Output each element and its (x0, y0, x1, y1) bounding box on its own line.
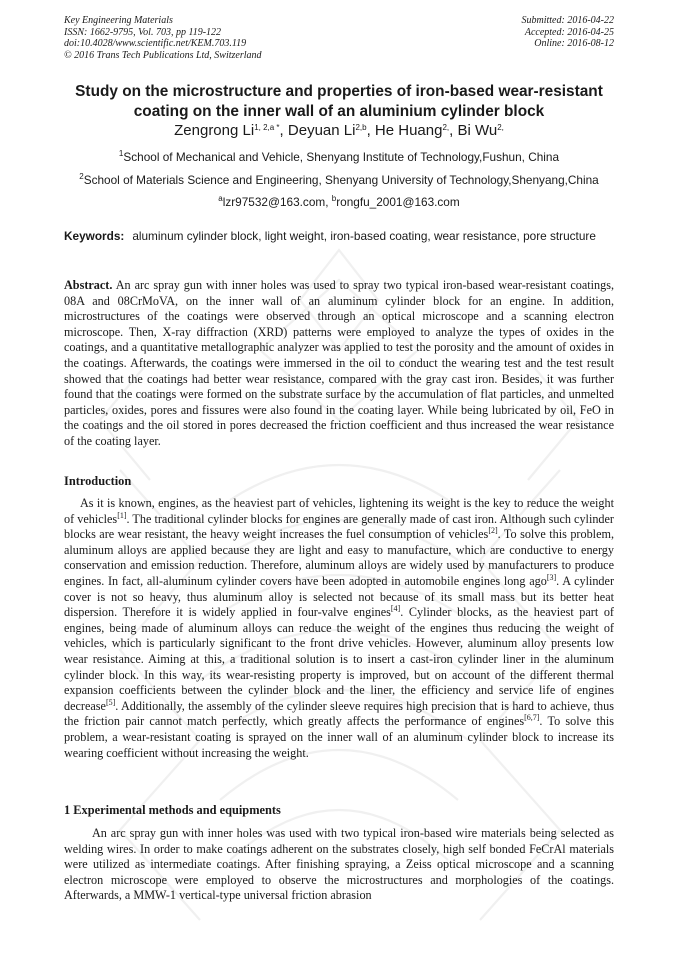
introduction-heading: Introduction (64, 474, 132, 488)
author-list: Zengrong $Li^{1, 2,a *}$, Deyuan Li$^{2,b}$, He Huang$^{2,}$, Bi $Wu^{2,}$ (174, 122, 504, 139)
affiliation-1: $^1$School of Mechanical and Vehicle, Shenyang Institute of Technology,Fushun, China (118, 149, 560, 164)
title-line-2: coating on the inner wall of an aluminium cylinder block (133, 102, 545, 120)
author-name: He Huang (374, 122, 443, 139)
citation: [2] (488, 526, 498, 536)
online-date: Online: 2016-08-12 (534, 38, 614, 50)
section-1-heading: 1 Experimental methods and equipments (64, 803, 281, 817)
section-1-text: An arc spray gun with inner holes was used with two typical iron-based wire materials being selected as welding wires. In order to make coatings adherent on the substrates closely, high self bonded FeCrAl materials were utilized as intermediate coatings. After finishing spraying, a Zeiss optical microscope and a scanning electron microscope were employed to observe the microstructures and morphologies of the coatings. Afterwards, a MMW-1 vertical-type universal friction abrasion (64, 826, 614, 903)
email-b: rongfu_2001@163.com (336, 195, 460, 209)
title-line-1: Study on the microstructure and properties of iron-based wear-resistant (75, 83, 603, 100)
author-emails: $^a$lzr97532@163.com, $^b$rongfu_2001@163.com (218, 194, 460, 209)
author-sup: 2, (497, 123, 504, 132)
citation: [6,7] (524, 713, 540, 723)
author-sup: 1, 2,a * (254, 123, 280, 132)
doi-line: doi:10.4028/www.scientific.net/KEM.703.119 (64, 38, 247, 50)
submitted-date: Submitted: 2016-04-22 (521, 15, 614, 26)
accepted-date: Accepted: 2016-04-25 (524, 26, 614, 38)
paper-title (40, 82, 638, 121)
citation: [5] (105, 697, 116, 707)
author-sup: 2, (442, 123, 450, 132)
keywords-label: Keywords: (64, 229, 125, 243)
author-name: Bi Wu (457, 122, 498, 139)
affiliation-2: $^2$School of Materials Science and Engineering, Shenyang University of Technology,Shenyang,China (79, 172, 599, 187)
submission-dates (522, 15, 615, 50)
citation: [1] (117, 510, 127, 520)
citation: [4] (390, 604, 401, 614)
journal-name: Key Engineering Materials (64, 15, 173, 26)
introduction-text: As it is known, engines, as the heaviest part of vehicles, lightening its weight is the key to reduce the weight of vehicles[1]. The traditional cylinder blocks for engines are generally made of cast iron. Although such cylinder blocks are wear resistant, the heavy weight increases the fuel consumption of vehicles[2]. To solve this problem, aluminum alloys are applied because they are light and easy to manufacture, which are conductive to energy conservation and emission reduction. Therefore, aluminum alloys are widely used by manufacturers to produce engines. In fact, all-aluminum cylinder covers have been adopted in automobile engines long ago[3]. A cylinder cover is not so heavy, thus aluminum alloy is selected not because of its small mass but its better heat dispersion. Therefore it is widely applied in four-valve engines[4]. Cylinder blocks, as the heaviest part of engines, being made of aluminum alloys can reduce the weight of the engines thus reducing the weight of vehicles, which is particularly significant to the front drive vehicles. However, aluminum alloy presents low wear resistance. Aiming at this, a traditional solution is to insert a cast-iron cylinder liner in the aluminum cylinder block. In this way, its wear-resisting property is improved, but on account of the different thermal expansion coefficients between the cylinder block and the liner, the efficiency and service life of engines decrease[5]. Additionally, the assembly of the cylinder sleeve requires high precision that is hard to achieve, thus the friction pair cannot match perfectly, which greatly affects the performance of engines[6,7]. To solve this problem, a wear-resistant coating is sprayed on the inner wall of an aluminum cylinder block to increase its wearing coefficient without increasing the weight. (64, 496, 615, 760)
copyright-line: © 2016 Trans Tech Publications Ltd, Switzerland (64, 49, 262, 61)
abstract-text: An arc spray gun with inner holes was used to spray two typical iron-based wear-resistant coatings, 08A and 08CrMoVA, on the inner wall of an aluminum cylinder block for an engine. In addition, microstructures of the coatings were observed through an optical microscope and a scanning electron microscope. Then, X-ray diffraction (XRD) patterns were employed to analyze the types of oxides in the coatings, and a quantitative metallographic analyzer was applied to test the porosity and the amount of oxides in the coatings. Afterwards, the coatings were immersed in the oil to conduct the wearing test and the test result showed that the coatings had better wear resistance, compared with the gray cast iron. Besides, it was further found that the coatings were formed on the substrate surface by the accumulation of flat particles, and unmelted particles, oxides, pores and fissures were also found in the coating layer. While being lubricated by oil, FeO in the coatings and the oil stored in pores decreased the friction coefficient and thus increased the wear resistance of the coating layer. (64, 278, 615, 448)
abstract-label: Abstract. (64, 278, 113, 292)
issn-line: ISSN: 1662-9795, Vol. 703, pp 119-122 (64, 26, 222, 38)
citation: [3] (546, 572, 557, 582)
abstract (64, 278, 614, 450)
author-name: Deyuan Li (287, 122, 356, 139)
email-a: lzr97532@163.com, (222, 195, 332, 209)
keywords-text: aluminum cylinder block, light weight, iron-based coating, wear resistance, pore structure (132, 229, 596, 243)
author-name: Zengrong Li (174, 122, 255, 139)
author-sup: 2,b (355, 123, 367, 132)
keywords (64, 228, 614, 244)
journal-info (64, 15, 262, 61)
